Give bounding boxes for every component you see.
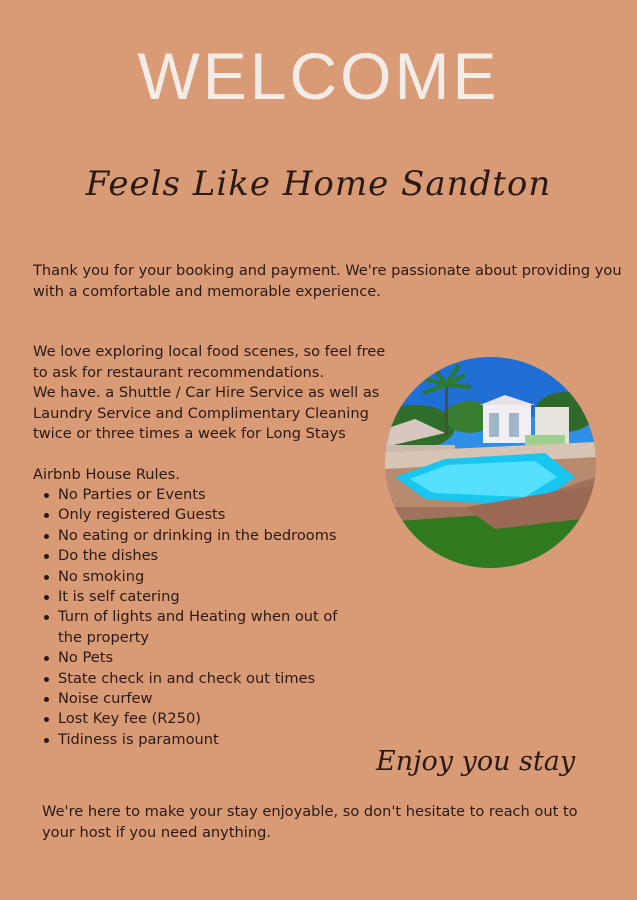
rule-item: Tidiness is paramount [33, 730, 363, 750]
services-line: We have. a Shuttle / Car Hire Service as well as [33, 384, 380, 401]
rule-item: Noise curfew [33, 689, 363, 709]
rule-item: It is self catering [33, 587, 363, 607]
closing-line: We're here to make your stay enjoyable, so don't hesitate to reach out to [42, 803, 578, 820]
pool-illustration [385, 357, 596, 568]
rules-heading: Airbnb House Rules. [33, 466, 180, 483]
rule-item: No Pets [33, 648, 363, 668]
rule-item: State check in and check out times [33, 669, 363, 689]
intro-line: with a comfortable and memorable experience. [33, 282, 381, 300]
property-name: Feels Like Home Sandton [85, 164, 552, 204]
intro-line: Thank you for your booking and payment. We're passionate about providing you [33, 262, 622, 279]
services-paragraph [33, 342, 386, 445]
services-line: to ask for restaurant recommendations. [33, 363, 325, 381]
rule-item: No eating or drinking in the bedrooms [33, 526, 363, 546]
services-line: We love exploring local food scenes, so feel free [33, 343, 386, 360]
intro-paragraph [33, 261, 622, 302]
rule-item: Do the dishes [33, 546, 363, 566]
services-line: Laundry Service and Complimentary Cleaning [33, 404, 369, 422]
page-title: WELCOME [137, 39, 500, 113]
rule-item: Only registered Guests [33, 505, 363, 525]
rule-item: No Parties or Events [33, 485, 363, 505]
services-line: twice or three times a week for Long Stays [33, 425, 346, 442]
closing-paragraph [42, 802, 602, 843]
house-rules-list [33, 485, 363, 750]
pool-photo [385, 357, 596, 568]
rule-item: Turn of lights and Heating when out of the property [33, 607, 363, 648]
closing-line: your host if you need anything. [42, 823, 271, 841]
rule-item: No smoking [33, 567, 363, 587]
signoff-text: Enjoy you stay [376, 746, 576, 777]
rule-item: Lost Key fee (R250) [33, 709, 363, 729]
